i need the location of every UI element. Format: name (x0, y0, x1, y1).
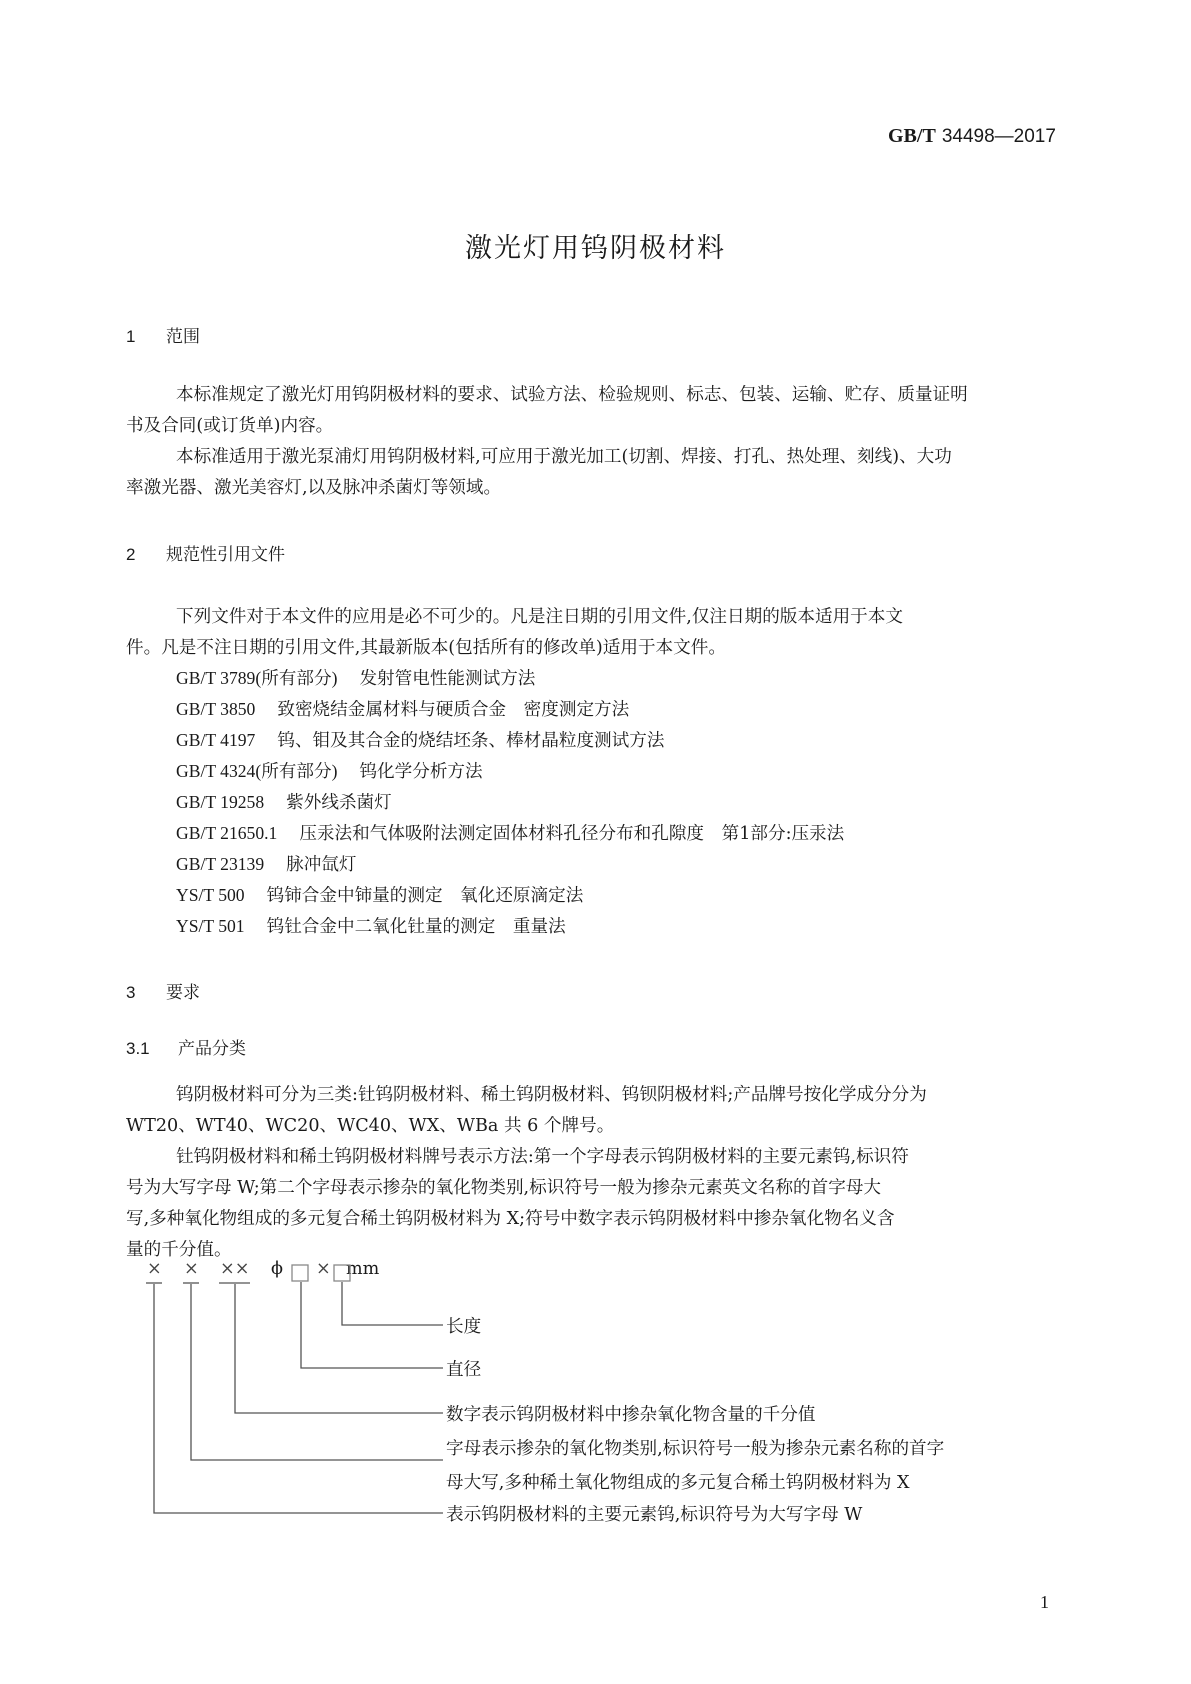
reference-code: GB/T 4324(所有部分) (176, 761, 338, 781)
reference-code: GB/T 3850 (176, 699, 256, 719)
length-label: 长度 (446, 1317, 482, 1337)
reference-title: 钨化学分析方法 (359, 762, 483, 782)
reference-title: 致密烧结金属材料与硬质合金 密度测定方法 (277, 700, 630, 720)
reference-title: 钨铈合金中铈量的测定 氧化还原滴定法 (266, 886, 584, 906)
section-title: 产品分类 (178, 1039, 246, 1059)
paragraph-line: 号为大写字母 W;第二个字母表示掺杂的氧化物类别,标识符号一般为掺杂元素英文名称的首字母大 (126, 1178, 882, 1198)
paragraph-line: 本标准规定了激光灯用钨阴极材料的要求、试验方法、检验规则、标志、包装、运输、贮存、质量证明 (176, 385, 968, 405)
section-number: 1 (126, 327, 136, 346)
page-number: 1 (1040, 1592, 1049, 1612)
paragraph-line: 写,多种氧化物组成的多元复合稀土钨阴极材料为 X;符号中数字表示钨阴极材料中掺杂氧化物名义含 (126, 1209, 895, 1229)
section-number: 2 (126, 545, 136, 564)
second-letter-label-line1: 字母表示掺杂的氧化物类别,标识符号一般为掺杂元素名称的首字 (446, 1439, 945, 1459)
reference-title: 发射管电性能测试方法 (359, 669, 536, 689)
document-title: 激光灯用钨阴极材料 (465, 233, 726, 264)
second-letter-placeholder: × (184, 1259, 199, 1279)
first-letter-label: 表示钨阴极材料的主要元素钨,标识符号为大写字母 W (446, 1505, 863, 1525)
standard-prefix: GB/T (888, 125, 936, 147)
paragraph-line: 件。凡是不注日期的引用文件,其最新版本(包括所有的修改单)适用于本文件。 (126, 638, 726, 658)
paragraph-line: 钍钨阴极材料和稀土钨阴极材料牌号表示方法:第一个字母表示钨阴极材料的主要元素钨,标识符 (176, 1147, 909, 1167)
reference-title: 脉冲氙灯 (286, 855, 357, 875)
reference-title: 压汞法和气体吸附法测定固体材料孔径分布和孔隙度 第1部分:压汞法 (299, 824, 845, 844)
reference-title: 紫外线杀菌灯 (286, 793, 392, 813)
reference-code: YS/T 501 (176, 916, 245, 936)
reference-code: GB/T 19258 (176, 792, 265, 812)
unit-mm: mm (346, 1259, 380, 1279)
paragraph-line: 书及合同(或订货单)内容。 (126, 416, 334, 436)
reference-title: 钨钍合金中二氧化钍量的测定 重量法 (266, 917, 566, 937)
second-letter-label-line2: 母大写,多种稀土氧化物组成的多元复合稀土钨阴极材料为 X (446, 1473, 910, 1493)
times-symbol: × (316, 1259, 331, 1279)
paragraph-line: 本标准适用于激光泵浦灯用钨阴极材料,可应用于激光加工(切割、焊接、打孔、热处理、刻线)、大功 (176, 447, 952, 467)
reference-code: GB/T 3789(所有部分) (176, 668, 338, 688)
paragraph-line: 率激光器、激光美容灯,以及脉冲杀菌灯等领域。 (126, 478, 502, 498)
reference-code: GB/T 4197 (176, 730, 256, 750)
digits-label: 数字表示钨阴极材料中掺杂氧化物含量的千分值 (446, 1405, 816, 1425)
section-number: 3.1 (126, 1039, 150, 1058)
digits-placeholder: ×× (220, 1259, 250, 1279)
paragraph-line: 量的千分值。 (126, 1240, 232, 1260)
section-title: 范围 (166, 327, 200, 347)
diameter-label: 直径 (446, 1360, 482, 1380)
paragraph-line: 钨阴极材料可分为三类:钍钨阴极材料、稀土钨阴极材料、钨钡阴极材料;产品牌号按化学成分分为 (176, 1085, 927, 1105)
section-number: 3 (126, 983, 136, 1002)
section-title: 要求 (166, 983, 200, 1003)
reference-code: GB/T 23139 (176, 854, 265, 874)
reference-code: YS/T 500 (176, 885, 245, 905)
section-title: 规范性引用文件 (166, 545, 285, 565)
phi-symbol: ϕ (271, 1259, 283, 1279)
paragraph-line: WT20、WT40、WC20、WC40、WX、WBa 共 6 个牌号。 (126, 1116, 615, 1136)
paragraph-line: 下列文件对于本文件的应用是必不可少的。凡是注日期的引用文件,仅注日期的版本适用于本文 (176, 607, 903, 627)
standard-code: 34498—2017 (941, 126, 1056, 147)
reference-code: GB/T 21650.1 (176, 823, 278, 843)
reference-title: 钨、钼及其合金的烧结坯条、棒材晶粒度测试方法 (277, 731, 665, 751)
first-letter-placeholder: × (147, 1259, 162, 1279)
